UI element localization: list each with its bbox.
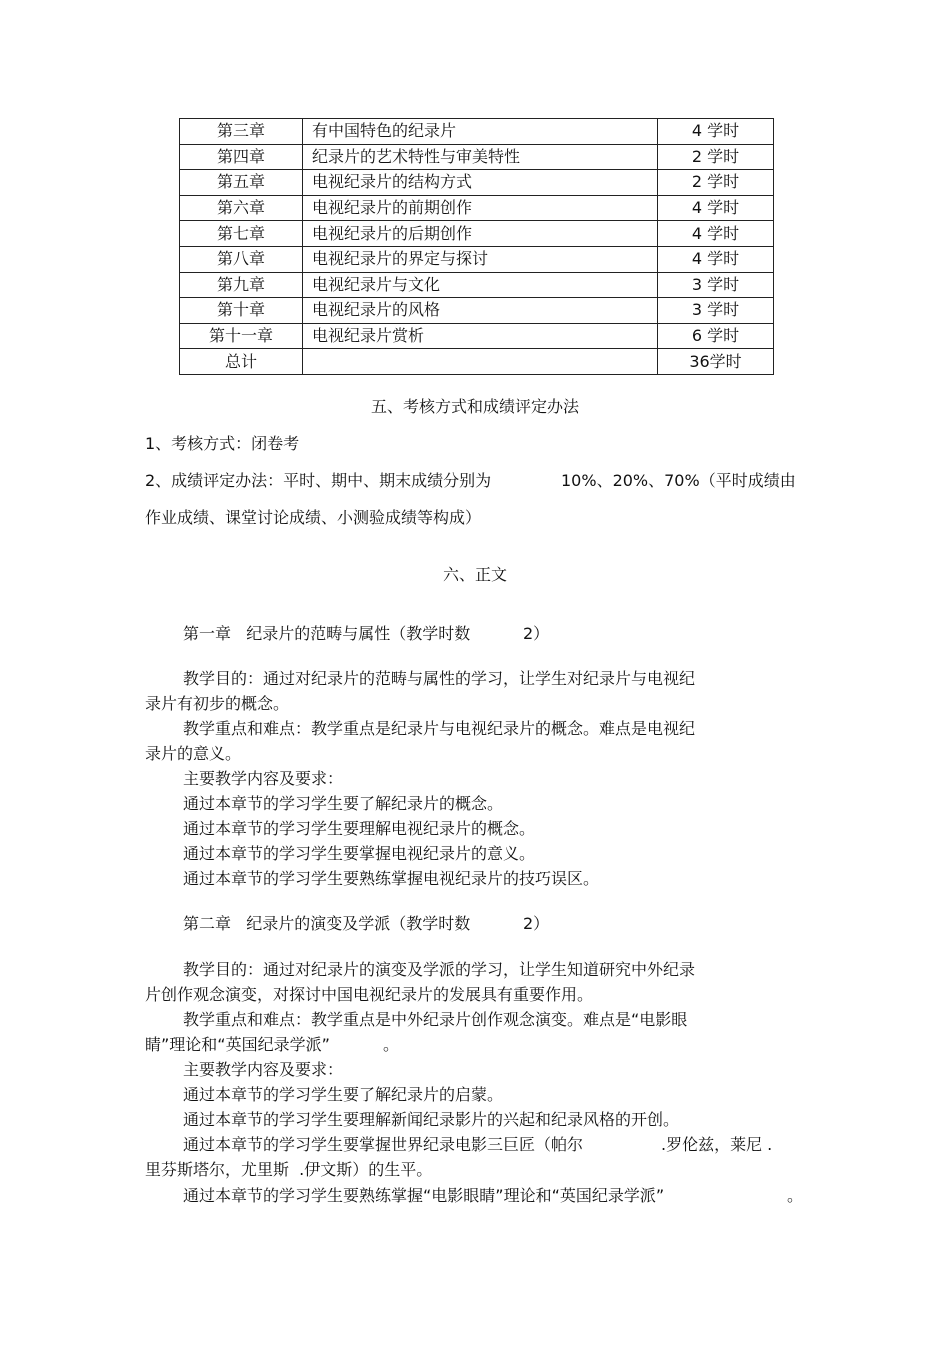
assessment-method: 1、考核方式：闭卷考 <box>145 434 300 453</box>
chapter2-aim-line2: 片创作观念演变，对探讨中国电视纪录片的发展具有重要作用。 <box>145 985 594 1004</box>
chapter2-key-line1: 教学重点和难点：教学重点是中外纪录片创作观念演变。难点是“电影眼 <box>183 1010 688 1029</box>
schedule-title-cell: 电视纪录片的后期创作 <box>303 221 658 247</box>
schedule-hours-cell: 2 学时 <box>658 170 774 196</box>
chapter2-req-2: 通过本章节的学习学生要理解新闻纪录影片的兴起和纪录风格的开创。 <box>183 1110 680 1129</box>
chapter1-content-label: 主要教学内容及要求： <box>183 769 344 788</box>
schedule-hours-cell: 6 学时 <box>658 323 774 349</box>
schedule-chapter-cell: 总计 <box>180 349 303 375</box>
chapter2-req-4: 通过本章节的学习学生要熟练掌握“电影眼睛”理论和“英国纪录学派” <box>183 1186 665 1205</box>
schedule-chapter-cell: 第九章 <box>180 272 303 298</box>
chapter2-key-line2-end: 。 <box>383 1035 400 1054</box>
chapter2-req-3-part1: 通过本章节的学习学生要掌握世界纪录电影三巨匠（帕尔 <box>183 1135 584 1154</box>
schedule-chapter-cell: 第七章 <box>180 221 303 247</box>
chapter1-heading: 第一章 纪录片的范畴与属性（教学时数 <box>183 624 471 643</box>
chapter2-key-line2: 睛”理论和“英国纪录学派” <box>145 1035 330 1054</box>
schedule-hours-cell: 4 学时 <box>658 119 774 145</box>
schedule-row <box>180 323 774 349</box>
schedule-title-cell: 电视纪录片的前期创作 <box>303 195 658 221</box>
grading-method-line2: 作业成绩、课堂讨论成绩、小测验成绩等构成） <box>145 508 482 527</box>
course-hours-table-body <box>180 119 774 375</box>
schedule-title-cell: 电视纪录片赏析 <box>303 323 658 349</box>
schedule-hours-cell: 3 学时 <box>658 298 774 324</box>
chapter1-aim-line1: 教学目的：通过对纪录片的范畴与属性的学习，让学生对纪录片与电视纪 <box>183 669 696 688</box>
chapter1-hours: 2） <box>523 624 550 643</box>
schedule-hours-cell: 2 学时 <box>658 144 774 170</box>
chapter1-req-1: 通过本章节的学习学生要了解纪录片的概念。 <box>183 794 504 813</box>
schedule-title-cell: 电视纪录片与文化 <box>303 272 658 298</box>
schedule-row <box>180 195 774 221</box>
chapter1-aim-line2: 录片有初步的概念。 <box>145 694 290 713</box>
section5-heading: 五、考核方式和成绩评定办法 <box>370 397 579 416</box>
schedule-chapter-cell: 第四章 <box>180 144 303 170</box>
chapter2-hours: 2） <box>523 914 550 933</box>
chapter1-req-4: 通过本章节的学习学生要熟练掌握电视纪录片的技巧误区。 <box>183 869 600 888</box>
chapter2-req-1: 通过本章节的学习学生要了解纪录片的启蒙。 <box>183 1085 504 1104</box>
schedule-chapter-cell: 第十一章 <box>180 323 303 349</box>
schedule-title-cell: 电视纪录片的界定与探讨 <box>303 246 658 272</box>
schedule-chapter-cell: 第六章 <box>180 195 303 221</box>
grading-method-line1: 2、成绩评定办法：平时、期中、期末成绩分别为 <box>145 471 492 490</box>
schedule-hours-cell: 36学时 <box>658 349 774 375</box>
schedule-chapter-cell: 第八章 <box>180 246 303 272</box>
schedule-title-cell: 电视纪录片的结构方式 <box>303 170 658 196</box>
schedule-row <box>180 246 774 272</box>
chapter1-key-line1: 教学重点和难点：教学重点是纪录片与电视纪录片的概念。难点是电视纪 <box>183 719 696 738</box>
schedule-title-cell: 电视纪录片的风格 <box>303 298 658 324</box>
schedule-row <box>180 272 774 298</box>
schedule-chapter-cell: 第三章 <box>180 119 303 145</box>
schedule-title-cell <box>303 349 658 375</box>
schedule-chapter-cell: 第五章 <box>180 170 303 196</box>
course-hours-table <box>179 118 774 375</box>
grading-method-percentages: 10%、20%、70%（平时成绩由 <box>561 471 796 490</box>
schedule-title-cell: 纪录片的艺术特性与审美特性 <box>303 144 658 170</box>
schedule-row <box>180 298 774 324</box>
schedule-hours-cell: 3 学时 <box>658 272 774 298</box>
chapter2-aim-line1: 教学目的：通过对纪录片的演变及学派的学习，让学生知道研究中外纪录 <box>183 960 696 979</box>
schedule-chapter-cell: 第十章 <box>180 298 303 324</box>
schedule-hours-cell: 4 学时 <box>658 246 774 272</box>
chapter2-content-label: 主要教学内容及要求： <box>183 1060 344 1079</box>
chapter2-heading: 第二章 纪录片的演变及学派（教学时数 <box>183 914 471 933</box>
chapter2-req-4-end: 。 <box>787 1186 804 1205</box>
chapter2-req-3-part2: .罗伦兹，莱尼 . <box>661 1135 773 1154</box>
section6-heading: 六、正文 <box>442 565 507 584</box>
schedule-row <box>180 144 774 170</box>
chapter2-req-3-line2: 里芬斯塔尔，尤里斯 .伊文斯）的生平。 <box>145 1160 433 1179</box>
chapter1-req-2: 通过本章节的学习学生要理解电视纪录片的概念。 <box>183 819 536 838</box>
chapter1-req-3: 通过本章节的学习学生要掌握电视纪录片的意义。 <box>183 844 536 863</box>
schedule-row <box>180 170 774 196</box>
schedule-title-cell: 有中国特色的纪录片 <box>303 119 658 145</box>
schedule-row <box>180 221 774 247</box>
schedule-hours-cell: 4 学时 <box>658 221 774 247</box>
schedule-row <box>180 119 774 145</box>
schedule-hours-cell: 4 学时 <box>658 195 774 221</box>
schedule-row <box>180 349 774 375</box>
chapter1-key-line2: 录片的意义。 <box>145 744 242 763</box>
